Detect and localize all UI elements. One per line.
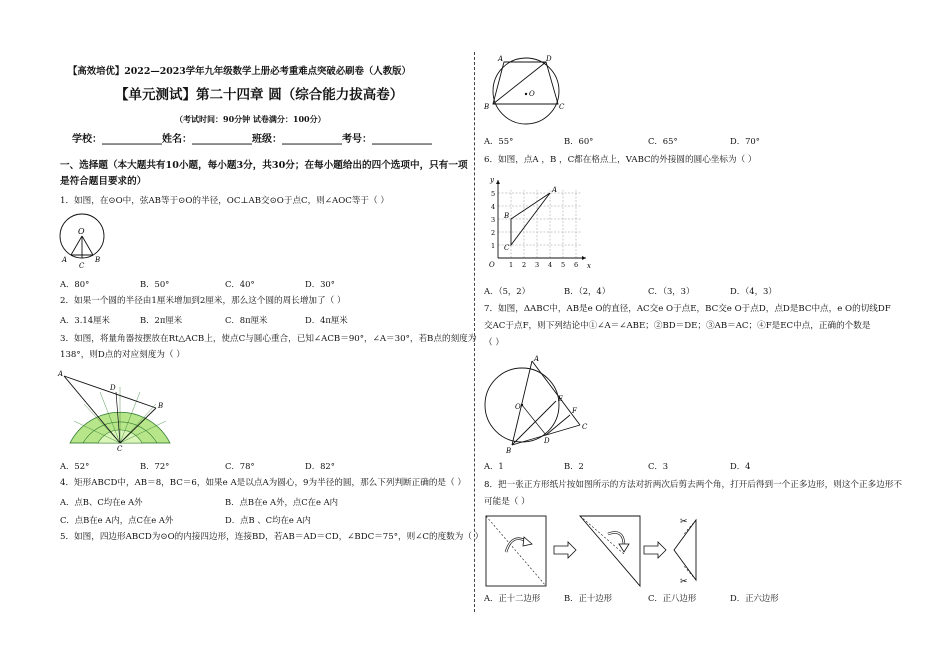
q6-label-c: C — [504, 244, 510, 252]
q8-option-b[interactable]: B．正十边形 — [564, 593, 613, 603]
q5-label-d: D — [546, 55, 552, 63]
q6-option-b[interactable]: B．（2，4） — [564, 286, 611, 296]
q1-option-b[interactable]: B．50° — [140, 279, 170, 289]
q1-label-o: O — [78, 227, 85, 236]
q5-label-o: O — [529, 90, 535, 98]
q6-ytick-1: 1 — [491, 242, 496, 250]
q3-option-c[interactable]: C．78° — [225, 461, 255, 471]
q5-label-a: A — [498, 55, 504, 63]
q5-option-a[interactable]: A．55° — [484, 136, 514, 146]
q1-stem: 1．如图，在⊙O中，弦AB等于⊙O的半径，OC⊥AB交⊙O于点C，则∠AOC等于（ ） — [60, 196, 389, 206]
q8-stem-2: 可能是（ ） — [484, 497, 530, 507]
q7-option-a[interactable]: A．1 — [484, 461, 504, 471]
scissors-icon: ✂ — [680, 517, 688, 527]
q1-option-c[interactable]: C．40° — [225, 279, 255, 289]
q7-label-f: F — [572, 407, 577, 415]
q6-label-x: x — [587, 262, 591, 270]
q8-option-a[interactable]: A．正十二边形 — [484, 593, 541, 603]
q7-option-c[interactable]: C．3 — [648, 461, 669, 471]
q2-option-a[interactable]: A．3.14厘米 — [60, 315, 110, 325]
q1-option-d[interactable]: D．30° — [305, 279, 335, 289]
q6-option-a[interactable]: A．（5，2） — [484, 286, 531, 296]
section-heading-2: 是符合题目要求的） — [60, 176, 147, 187]
q6-label-o: O — [489, 261, 495, 269]
section-heading-1: 一、选择题（本大题共有10小题，每小题3分，共30分；在每小题给出的四个选项中，只有一项 — [60, 160, 468, 171]
q7-label-e: E — [558, 395, 564, 403]
q6-xtick-2: 2 — [522, 261, 527, 269]
exam-info: （考试时间：90分钟 试卷满分：100分） — [175, 114, 326, 124]
q8-paper-folding-figure — [484, 514, 724, 590]
q5-label-c: C — [559, 103, 565, 111]
q6-xtick-3: 3 — [535, 261, 540, 269]
q1-label-b: B — [95, 256, 101, 264]
q5-stem: 5．如图，四边形ABCD为⊙O的内接四边形，连接BD，若AB＝AD＝CD，∠BDC＝75°，则∠C的度数为（ ） — [60, 532, 484, 542]
q6-xtick-4: 4 — [548, 261, 553, 269]
q5-option-d[interactable]: D．70° — [730, 136, 760, 146]
q8-option-c[interactable]: C．正八边形 — [648, 593, 697, 603]
q3-label-c: C — [117, 445, 123, 453]
q7-label-o: O — [515, 403, 521, 411]
q6-option-d[interactable]: D．（4，3） — [730, 286, 777, 296]
q1-label-a: A — [62, 256, 68, 264]
q3-label-b: B — [158, 402, 164, 410]
candidate-fields: 学校：____________姓名：____________班级：____________考号：____________ — [72, 134, 432, 145]
q6-xtick-1: 1 — [509, 261, 514, 269]
q7-option-b[interactable]: B．2 — [564, 461, 584, 471]
q3-protractor-figure — [58, 368, 178, 453]
q4-stem: 4．矩形ABCD中，AB＝8，BC＝6，如果e A是以点A为圆心，9为半径的圆，那么下列判断正确的是（ ） — [60, 478, 466, 488]
q3-label-a: A — [58, 370, 64, 378]
paper-title: 【单元测试】第二十四章 圆（综合能力拔高卷） — [115, 87, 404, 103]
q7-stem-2: 交AC于点F，则下列结论中①∠A＝∠ABE；②BD＝DE；③AB＝AC；④F是EC中点，正确的个数是 — [484, 321, 871, 331]
q6-grid-figure — [486, 176, 590, 274]
q2-option-d[interactable]: D．4π厘米 — [305, 315, 348, 325]
q6-label-y: y — [490, 176, 494, 184]
q6-xtick-5: 5 — [561, 261, 566, 269]
q2-option-c[interactable]: C．8π厘米 — [225, 315, 268, 325]
q2-option-b[interactable]: B．2π厘米 — [140, 315, 183, 325]
q3-stem-2: 138°，则D点的对应刻度为（ ） — [60, 350, 185, 360]
q6-option-c[interactable]: C．（3，3） — [648, 286, 695, 296]
q8-option-d[interactable]: D．正六边形 — [730, 593, 779, 603]
q2-stem: 2．如果一个圆的半径由1厘米增加到2厘米，那么这个圆的周长增加了（ ） — [60, 296, 346, 306]
q1-figure — [58, 212, 118, 272]
q4-option-a[interactable]: A．点B、C均在e A外 — [60, 497, 143, 507]
q3-label-d: D — [110, 384, 116, 392]
q8-stem-1: 8．把一张正方形纸片按如图所示的方法对折两次后剪去两个角，打开后得到一个正多边形，则这个正多边形不 — [484, 480, 902, 490]
q3-option-b[interactable]: B．72° — [140, 461, 170, 471]
q4-option-d[interactable]: D．点B 、C均在e A内 — [225, 515, 311, 525]
q6-xtick-6: 6 — [574, 261, 579, 269]
q6-ytick-4: 4 — [491, 203, 496, 211]
q7-option-d[interactable]: D．4 — [730, 461, 751, 471]
q7-label-b: B — [506, 447, 512, 455]
q6-ytick-2: 2 — [491, 229, 496, 237]
q6-ytick-5: 5 — [491, 190, 496, 198]
q5-figure — [484, 54, 574, 116]
q7-label-d: D — [544, 437, 550, 445]
q7-figure — [480, 353, 590, 453]
column-divider — [474, 52, 475, 612]
q3-option-a[interactable]: A．52° — [60, 461, 90, 471]
q6-ytick-3: 3 — [491, 216, 496, 224]
q7-label-c: C — [582, 423, 588, 431]
q1-option-a[interactable]: A．80° — [60, 279, 90, 289]
series-title: 【高效培优】2022—2023学年九年级数学上册必考重难点突破必刷卷（人教版） — [68, 66, 411, 77]
q4-option-b[interactable]: B．点B在e A外，点C在e A内 — [225, 497, 339, 507]
q6-label-a: A — [552, 186, 558, 194]
q1-label-c: C — [79, 262, 85, 270]
q5-label-b: B — [484, 103, 490, 111]
q4-option-c[interactable]: C．点B在e A内，点C在e A外 — [60, 515, 174, 525]
q3-stem-1: 3．如图，将量角器按摆放在Rt△ACB上，使点C与圆心重合，已知∠ACB＝90°，∠A＝30°，若B点的刻度为 — [60, 334, 477, 344]
q6-label-b: B — [504, 212, 510, 220]
q7-stem-1: 7．如图，ΔABC中，AB是e O的直径，AC交e O于点E，BC交e O于点D，点D是BC中点，e O的切线DF — [484, 304, 891, 314]
q3-option-d[interactable]: D．82° — [305, 461, 335, 471]
q7-stem-3: （ ） — [484, 338, 504, 348]
scissors-icon: ✂ — [680, 577, 688, 587]
q6-stem: 6．如图，点A ，B ，C都在格点上，VABC的外接圆的圆心坐标为（ ） — [484, 155, 757, 165]
q5-option-c[interactable]: C．65° — [648, 136, 678, 146]
q5-option-b[interactable]: B．60° — [564, 136, 594, 146]
q7-label-a: A — [534, 355, 540, 363]
